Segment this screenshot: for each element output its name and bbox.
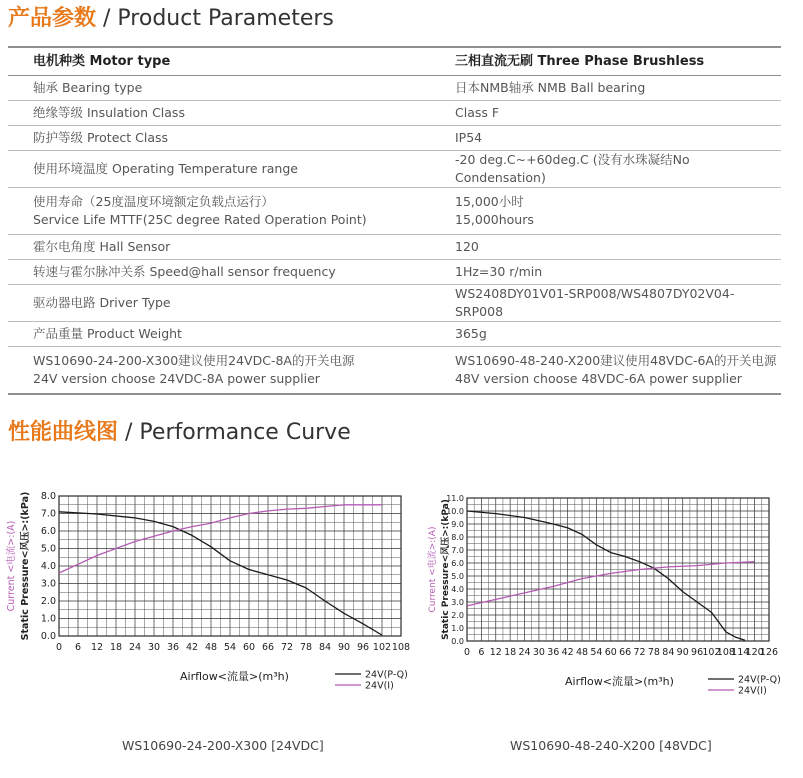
product-parameters-title-cn: 产品参数 bbox=[8, 6, 97, 31]
y-tick-label: 5.0 bbox=[40, 543, 56, 555]
performance-chart-48v-svg bbox=[410, 488, 803, 718]
x-tick-label: 96 bbox=[356, 642, 370, 653]
x-tick-label: 90 bbox=[676, 647, 689, 658]
y-tick-label: 5.0 bbox=[451, 572, 464, 581]
product-parameters-table bbox=[8, 46, 781, 395]
param-label bbox=[8, 322, 430, 347]
x-tick-label: 12 bbox=[489, 647, 502, 658]
performance-chart-24v bbox=[0, 488, 420, 718]
x-tick-label: 78 bbox=[647, 647, 660, 658]
param-value bbox=[430, 101, 781, 126]
x-tick-label: 0 bbox=[55, 642, 63, 653]
param-value bbox=[430, 347, 781, 395]
table-row bbox=[8, 188, 781, 235]
param-value-line: 15,000小时 bbox=[455, 194, 524, 209]
x-tick-label: 0 bbox=[463, 647, 471, 658]
param-label bbox=[8, 285, 430, 322]
param-value bbox=[430, 151, 781, 188]
x-tick-label: 6 bbox=[74, 642, 82, 653]
x-tick-label: 66 bbox=[261, 642, 275, 653]
x-tick-label: 54 bbox=[223, 642, 237, 653]
table-row bbox=[8, 235, 781, 260]
x-tick-label: 84 bbox=[662, 647, 675, 658]
y-tick-label: 8.0 bbox=[451, 533, 464, 542]
product-parameters-title bbox=[8, 8, 334, 30]
param-label bbox=[8, 347, 430, 395]
param-label bbox=[8, 151, 430, 188]
performance-curve-title-cn: 性能曲线图 bbox=[8, 420, 119, 445]
param-label-line: 使用环境温度 Operating Temperature range bbox=[33, 161, 298, 176]
x-tick-label: 42 bbox=[185, 642, 199, 653]
header-motor-type-label: 电机种类 Motor type bbox=[8, 47, 430, 76]
x-tick-label: 72 bbox=[280, 642, 294, 653]
chart-caption-48v: WS10690-48-240-X200 [48VDC] bbox=[510, 738, 712, 753]
legend-label: 24V(P-Q) bbox=[738, 674, 781, 686]
param-label bbox=[8, 101, 430, 126]
x-tick-label: 60 bbox=[242, 642, 256, 653]
x-tick-label: 102 bbox=[372, 642, 392, 653]
x-tick-label: 12 bbox=[90, 642, 104, 653]
x-tick-label: 24 bbox=[518, 647, 531, 658]
y-tick-label: 0.0 bbox=[451, 637, 464, 646]
legend-label: 24V(I) bbox=[365, 680, 394, 692]
param-label-line: 转速与霍尔脉冲关系 Speed@hall sensor frequency bbox=[33, 264, 336, 279]
table-row bbox=[8, 285, 781, 322]
param-label-line: 霍尔电角度 Hall Sensor bbox=[33, 239, 171, 254]
product-parameters-title-en: / Product Parameters bbox=[103, 6, 334, 31]
param-value bbox=[430, 235, 781, 260]
param-label-line: Service Life MTTF(25C degree Rated Operation Point) bbox=[33, 212, 367, 227]
param-value bbox=[430, 188, 781, 235]
table-row bbox=[8, 260, 781, 285]
y-axis-label-current: Current <电流>:(A) bbox=[6, 520, 17, 612]
param-label-line: 轴承 Bearing type bbox=[33, 80, 143, 95]
x-tick-label: 18 bbox=[504, 647, 517, 658]
x-tick-label: 42 bbox=[561, 647, 574, 658]
param-label-line: 防护等级 Protect Class bbox=[33, 130, 169, 145]
param-value bbox=[430, 322, 781, 347]
x-axis-label: Airflow<流量>(m³h) bbox=[565, 675, 674, 688]
y-tick-label: 7.0 bbox=[40, 508, 56, 520]
performance-curve-title-en: / Performance Curve bbox=[125, 420, 351, 445]
y-tick-label: 1.0 bbox=[451, 624, 464, 633]
param-value-line: 15,000hours bbox=[455, 212, 534, 227]
y-tick-label: 3.0 bbox=[451, 598, 464, 607]
chart-caption-24v: WS10690-24-200-X300 [24VDC] bbox=[122, 738, 324, 753]
x-tick-label: 66 bbox=[619, 647, 632, 658]
y-tick-label: 10.0 bbox=[446, 507, 464, 516]
table-row bbox=[8, 126, 781, 151]
table-row bbox=[8, 347, 781, 395]
legend-label: 24V(I) bbox=[738, 685, 767, 697]
performance-curve-title bbox=[8, 422, 351, 444]
param-value-line: WS10690-48-240-X200建议使用48VDC-6A的开关电源 bbox=[455, 353, 777, 368]
y-tick-label: 0.0 bbox=[40, 631, 56, 642]
y-axis-label-current: Current <电流>:(A) bbox=[428, 526, 438, 613]
y-tick-label: 11.0 bbox=[446, 494, 464, 503]
param-value-line: IP54 bbox=[455, 130, 483, 145]
y-tick-label: 1.0 bbox=[40, 613, 56, 625]
param-value bbox=[430, 76, 781, 101]
param-value bbox=[430, 260, 781, 285]
y-tick-label: 6.0 bbox=[40, 526, 56, 537]
y-tick-label: 3.0 bbox=[40, 578, 56, 590]
x-tick-label: 36 bbox=[547, 647, 560, 658]
param-value-line: Class F bbox=[455, 105, 500, 120]
x-tick-label: 48 bbox=[204, 642, 218, 653]
x-tick-label: 90 bbox=[337, 642, 351, 653]
param-label bbox=[8, 126, 430, 151]
table-row bbox=[8, 101, 781, 126]
x-tick-label: 30 bbox=[532, 647, 545, 658]
param-value-line: 1Hz=30 r/min bbox=[455, 264, 543, 279]
y-axis-label-pressure: Static Pressure<风压>:(kPa) bbox=[441, 499, 451, 640]
x-tick-label: 102 bbox=[702, 647, 721, 658]
y-tick-label: 4.0 bbox=[40, 561, 56, 572]
param-label-line: 使用寿命（25度温度环境额定负载点运行） bbox=[33, 194, 274, 209]
y-tick-label: 2.0 bbox=[451, 611, 464, 620]
param-value bbox=[430, 285, 781, 322]
x-tick-label: 18 bbox=[109, 642, 123, 653]
x-tick-label: 72 bbox=[633, 647, 646, 658]
x-tick-label: 36 bbox=[166, 642, 180, 653]
param-label-line: 驱动器电路 Driver Type bbox=[33, 295, 171, 310]
param-label-line: 绝缘等级 Insulation Class bbox=[33, 105, 185, 120]
header-motor-type-value: 三相直流无刷 Three Phase Brushless bbox=[430, 47, 781, 76]
param-value-line: 365g bbox=[455, 326, 487, 341]
table-row bbox=[8, 322, 781, 347]
param-label bbox=[8, 235, 430, 260]
x-axis-label: Airflow<流量>(m³h) bbox=[180, 670, 289, 683]
param-label bbox=[8, 260, 430, 285]
x-tick-label: 60 bbox=[604, 647, 617, 658]
x-tick-label: 108 bbox=[391, 642, 411, 653]
x-tick-label: 96 bbox=[691, 647, 704, 658]
param-label bbox=[8, 76, 430, 101]
param-value-line: 日本NMB轴承 NMB Ball bearing bbox=[455, 80, 646, 95]
y-tick-label: 7.0 bbox=[451, 546, 464, 555]
param-label-line: WS10690-24-200-X300建议使用24VDC-8A的开关电源 bbox=[33, 353, 355, 368]
y-tick-label: 8.0 bbox=[40, 491, 56, 502]
x-tick-label: 114 bbox=[731, 647, 750, 658]
x-tick-label: 108 bbox=[716, 647, 735, 658]
x-tick-label: 6 bbox=[478, 647, 485, 658]
x-tick-label: 84 bbox=[318, 642, 332, 653]
y-tick-label: 2.0 bbox=[40, 596, 56, 607]
x-tick-label: 24 bbox=[128, 642, 142, 653]
performance-chart-24v-svg bbox=[0, 488, 420, 718]
y-tick-label: 6.0 bbox=[451, 559, 464, 568]
param-value bbox=[430, 126, 781, 151]
performance-chart-48v bbox=[410, 488, 803, 718]
x-tick-label: 126 bbox=[759, 647, 779, 658]
table-row bbox=[8, 76, 781, 101]
param-label-line: 24V version choose 24VDC-8A power supplier bbox=[33, 371, 320, 386]
legend-label: 24V(P-Q) bbox=[365, 669, 408, 681]
x-tick-label: 54 bbox=[590, 647, 603, 658]
param-label-line: 产品重量 Product Weight bbox=[33, 326, 182, 341]
y-axis-label-pressure: Static Pressure<风压>:(kPa) bbox=[20, 491, 31, 641]
param-value-line: 120 bbox=[455, 239, 479, 254]
y-tick-label: 9.0 bbox=[451, 520, 464, 529]
x-tick-label: 30 bbox=[147, 642, 161, 653]
table-header-row bbox=[8, 47, 781, 76]
table-row bbox=[8, 151, 781, 188]
param-value-line: WS2408DY01V01-SRP008/WS4807DY02V04-SRP008 bbox=[455, 286, 735, 319]
x-tick-label: 48 bbox=[576, 647, 589, 658]
param-label bbox=[8, 188, 430, 235]
param-value-line: 48V version choose 48VDC-6A power supplier bbox=[455, 371, 742, 386]
y-tick-label: 4.0 bbox=[451, 585, 464, 594]
x-tick-label: 78 bbox=[299, 642, 313, 653]
param-value-line: -20 deg.C~+60deg.C (没有水珠凝结No Condensation) bbox=[455, 152, 690, 185]
x-tick-label: 120 bbox=[745, 647, 764, 658]
